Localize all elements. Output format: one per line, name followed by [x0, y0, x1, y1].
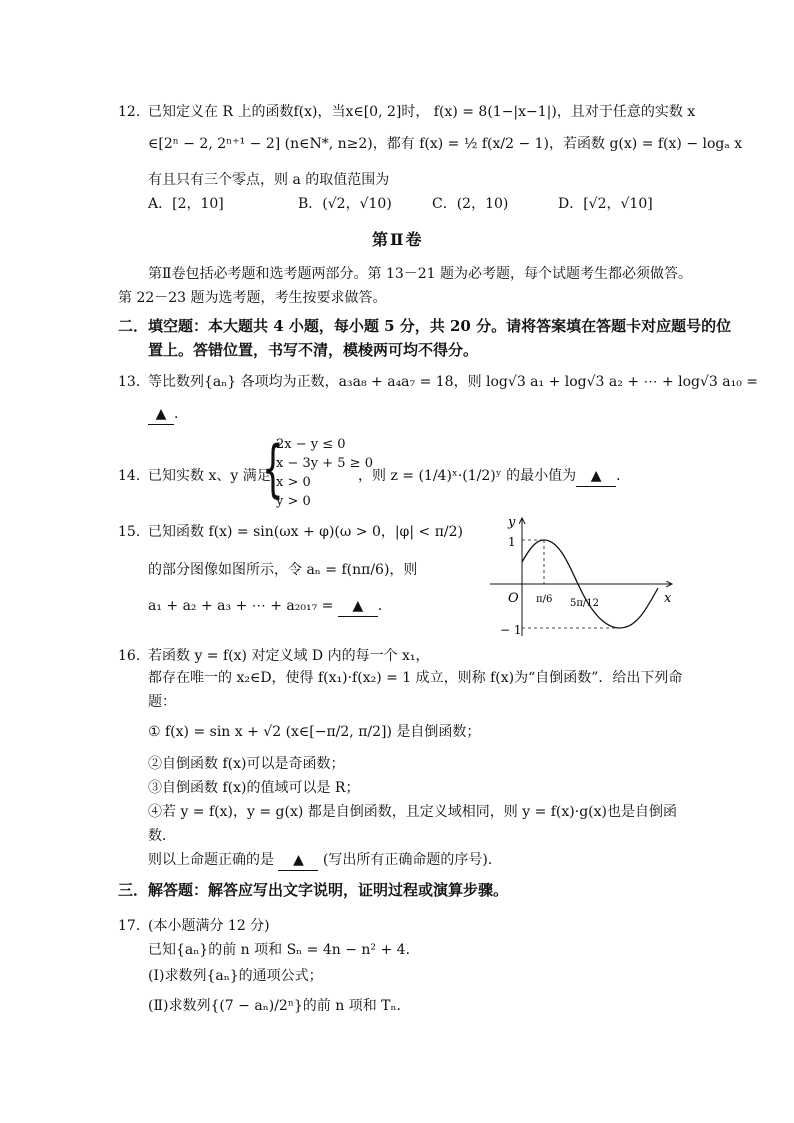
section2-line2: 置上。答错位置，书写不清，模棱两可均不得分。	[148, 341, 479, 359]
q14-constraint-system	[262, 432, 373, 516]
q12-option-a: A．[2，10]	[148, 196, 224, 212]
q17-number: 17.	[118, 918, 141, 934]
q16-number: 16.	[118, 648, 141, 664]
q16-item4-line1: ④若 y = f(x)，y = g(x) 都是自倒函数，且定义域相同，则 y = f(x)·g(x)也是自倒函	[148, 804, 677, 820]
q16-line1: 若函数 y = f(x) 对定义域 D 内的每一个 x₁，	[148, 648, 430, 664]
q13-answer-blank[interactable]: ▲	[148, 404, 174, 425]
q14-number: 14.	[118, 468, 141, 484]
q15-line1: 已知函数 f(x) = sin(ωx + φ)(ω > 0，|φ| < π/2)	[148, 524, 463, 540]
q16-item2: ②自倒函数 f(x)可以是奇函数；	[148, 756, 345, 772]
q15-line2: 的部分图像如图所示，令 aₙ = f(nπ/6)，则	[148, 562, 418, 578]
q14-post	[358, 466, 630, 487]
graph-y-label: y	[508, 515, 516, 530]
q16-ask-text: 则以上命题正确的是	[148, 852, 274, 868]
q12-option-c: C．(2，10)	[432, 196, 509, 212]
graph-x-tick-5pi-over-12: 5π/12	[570, 598, 600, 609]
q16-line2: 都存在唯一的 x₂∈D，使得 f(x₁)·f(x₂) = 1 成立，则称 f(x)为“自倒函数”．给出下列命	[148, 670, 683, 686]
q14-constraint-2: x − 3y + 5 ≥ 0	[276, 456, 373, 471]
graph-x-label: x	[664, 591, 672, 606]
q12-line2: ∈[2ⁿ − 2, 2ⁿ⁺¹ − 2] (n∈N*, n≥2)，都有 f(x) = ½ f(x/2 − 1)，若函数 g(x) = f(x) − logₐ x	[148, 136, 743, 152]
q17-line1: (本小题满分 12 分)	[148, 918, 270, 934]
section2-line1: 填空题：本大题共 4 小题，每小题 5 分，共 20 分。请将答案填在答题卡对应题号的位	[148, 317, 732, 335]
q15-period: ．	[377, 598, 392, 614]
q12-option-b: B．(√2，√10)	[298, 196, 392, 212]
q13-number: 13.	[118, 374, 141, 390]
q12-line1: 已知定义在 R 上的函数f(x)，当x∈[0, 2]时， f(x) = 8(1−|x−1|)，且对于任意的实数 x	[148, 104, 696, 120]
q16-item4-line2: 数．	[148, 828, 176, 844]
q17-part1: (Ⅰ)求数列{aₙ}的通项公式；	[148, 968, 323, 984]
q14-brace: {	[262, 432, 284, 505]
part2-intro-line2: 第 22－23 题为选考题，考生按要求做答。	[118, 290, 387, 306]
q12-option-d: D．[√2，√10]	[558, 196, 653, 212]
q12-line3: 有且只有三个零点，则 a 的取值范围为	[148, 172, 390, 188]
q17-line2: 已知{aₙ}的前 n 项和 Sₙ = 4n − n² + 4．	[148, 942, 420, 958]
graph-y-bottom-label: − 1	[500, 623, 522, 637]
section2-number: 二．	[118, 317, 149, 335]
q15-number: 15.	[118, 524, 141, 540]
q15-line3	[148, 596, 392, 617]
section3-line1: 解答题：解答应写出文字说明，证明过程或演算步骤。	[148, 881, 509, 899]
q16-ask-suffix: (写出所有正确命题的序号)．	[322, 852, 502, 868]
q13-period: ．	[174, 406, 188, 422]
q14-pre: 已知实数 x、y 满足	[148, 468, 271, 484]
q13-answer-line	[148, 404, 188, 425]
q16-answer-blank[interactable]: ▲	[278, 850, 318, 871]
q14-post-text: ，则 z = (1/4)ˣ·(1/2)ʸ 的最小值为	[358, 468, 577, 484]
graph-y-top-label: 1	[508, 535, 516, 549]
q16-ask	[148, 850, 502, 871]
q14-period: ．	[616, 468, 631, 484]
q13-line1: 等比数列{aₙ} 各项均为正数，a₃a₈ + a₄a₇ = 18，则 log√3 a₁ + log√3 a₂ + ⋯ + log√3 a₁₀ =	[148, 374, 759, 390]
part2-title: 第Ⅱ卷	[372, 230, 424, 249]
section3-number: 三．	[118, 881, 149, 899]
q14-constraint-3: x > 0	[276, 475, 311, 490]
graph-x-tick-pi-over-6: π/6	[536, 594, 553, 605]
part2-intro-line1: 第Ⅱ卷包括必考题和选考题两部分。第 13－21 题为必考题，每个试题考生都必须做答。	[148, 266, 693, 282]
q15-answer-blank[interactable]: ▲	[338, 596, 378, 617]
q12-number: 12.	[118, 104, 141, 120]
q14-constraint-1: 2x − y ≤ 0	[276, 437, 346, 452]
q15-line3-text: a₁ + a₂ + a₃ + ⋯ + a₂₀₁₇ =	[148, 598, 334, 614]
q14-constraint-4: y > 0	[276, 494, 311, 509]
graph-origin-label: O	[508, 591, 519, 606]
q16-item3: ③自倒函数 f(x)的值域可以是 R；	[148, 780, 360, 796]
q16-line3: 题：	[148, 694, 176, 710]
q15-sine-graph	[490, 510, 680, 640]
q14-answer-blank[interactable]: ▲	[576, 466, 616, 487]
q16-item1: ① f(x) = sin x + √2 (x∈[−π/2, π/2]) 是自倒函数；	[148, 724, 481, 740]
q17-part2: (Ⅱ)求数列{(7 − aₙ)/2ⁿ}的前 n 项和 Tₙ．	[148, 998, 411, 1014]
